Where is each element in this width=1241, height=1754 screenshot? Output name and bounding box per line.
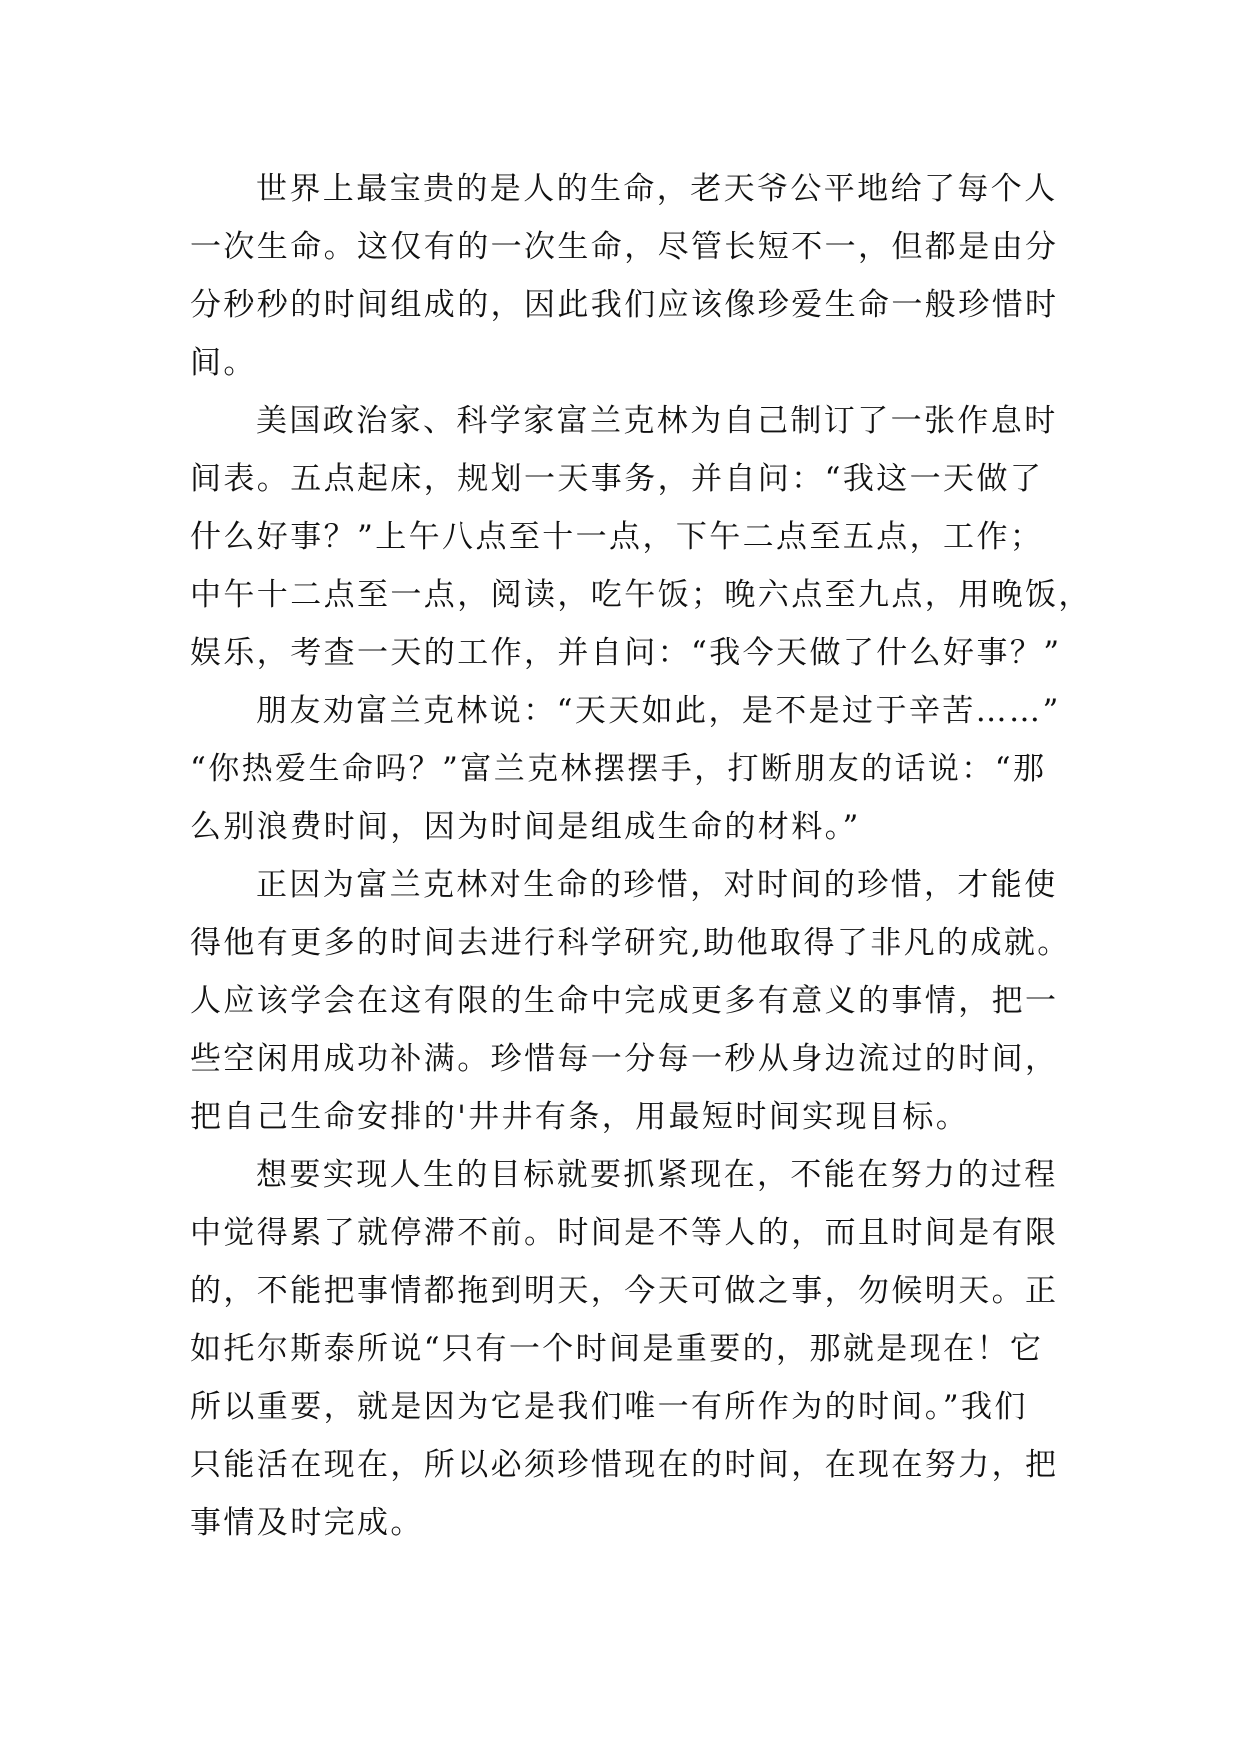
text-line: 世界上最宝贵的是人的生命，老天爷公平地给了每个人: [256, 171, 1058, 207]
paragraph-5: [190, 1146, 1070, 1552]
body-text: [190, 160, 1092, 1552]
text-line: 人应该学会在这有限的生命中完成更多有意义的事情，把一: [190, 983, 1059, 1019]
text-line: 只能活在现在，所以必须珍惜现在的时间，在现在努力，把: [190, 1447, 1059, 1483]
text-line: 所以重要，就是因为它是我们唯一有所作为的时间。”我们: [190, 1389, 1028, 1425]
text-line: 事情及时完成。: [190, 1505, 424, 1541]
text-line: 间。: [190, 345, 257, 381]
text-line: 的，不能把事情都拖到明天，今天可做之事，勿候明天。正: [190, 1273, 1059, 1309]
text-line: “你热爱生命吗？”富兰克林摆摆手，打断朋友的话说：“那: [190, 751, 1047, 787]
paragraph-3: [190, 682, 1070, 856]
text-line: 么别浪费时间，因为时间是组成生命的材料。”: [190, 809, 861, 845]
text-line: 中觉得累了就停滞不前。时间是不等人的，而且时间是有限: [190, 1215, 1059, 1251]
text-line: 如托尔斯泰所说“只有一个时间是重要的，那就是现在！它: [190, 1331, 1044, 1367]
text-line: 娱乐，考查一天的工作，并自问：“我今天做了什么好事？”: [190, 635, 1062, 671]
paragraph-4: [190, 856, 1070, 1146]
text-line: 想要实现人生的目标就要抓紧现在，不能在努力的过程: [256, 1157, 1058, 1193]
text-line: 正因为富兰克林对生命的珍惜，对时间的珍惜，才能使: [256, 867, 1058, 903]
text-line: 得他有更多的时间去进行科学研究,助他取得了非凡的成就。: [190, 925, 1071, 961]
text-line: 间表。五点起床，规划一天事务，并自问：“我这一天做了: [190, 461, 1044, 497]
text-line: 美国政治家、科学家富兰克林为自己制订了一张作息时: [256, 403, 1058, 439]
text-line: 一次生命。这仅有的一次生命，尽管长短不一，但都是由分: [190, 229, 1059, 265]
text-line: 把自己生命安排的'井井有条，用最短时间实现目标。: [190, 1099, 970, 1135]
paragraph-2: [190, 392, 1092, 682]
text-line: 朋友劝富兰克林说：“天天如此，是不是过于辛苦……”: [256, 693, 1061, 729]
text-line: 些空闲用成功补满。珍惜每一分每一秒从身边流过的时间，: [190, 1041, 1059, 1077]
text-line: 分秒秒的时间组成的，因此我们应该像珍爱生命一般珍惜时: [190, 287, 1059, 323]
text-line: 中午十二点至一点，阅读，吃午饭；晚六点至九点，用晚饭，: [190, 577, 1092, 613]
text-line: 什么好事？”上午八点至十一点，下午二点至五点，工作；: [190, 519, 1044, 555]
paragraph-1: [190, 160, 1070, 392]
